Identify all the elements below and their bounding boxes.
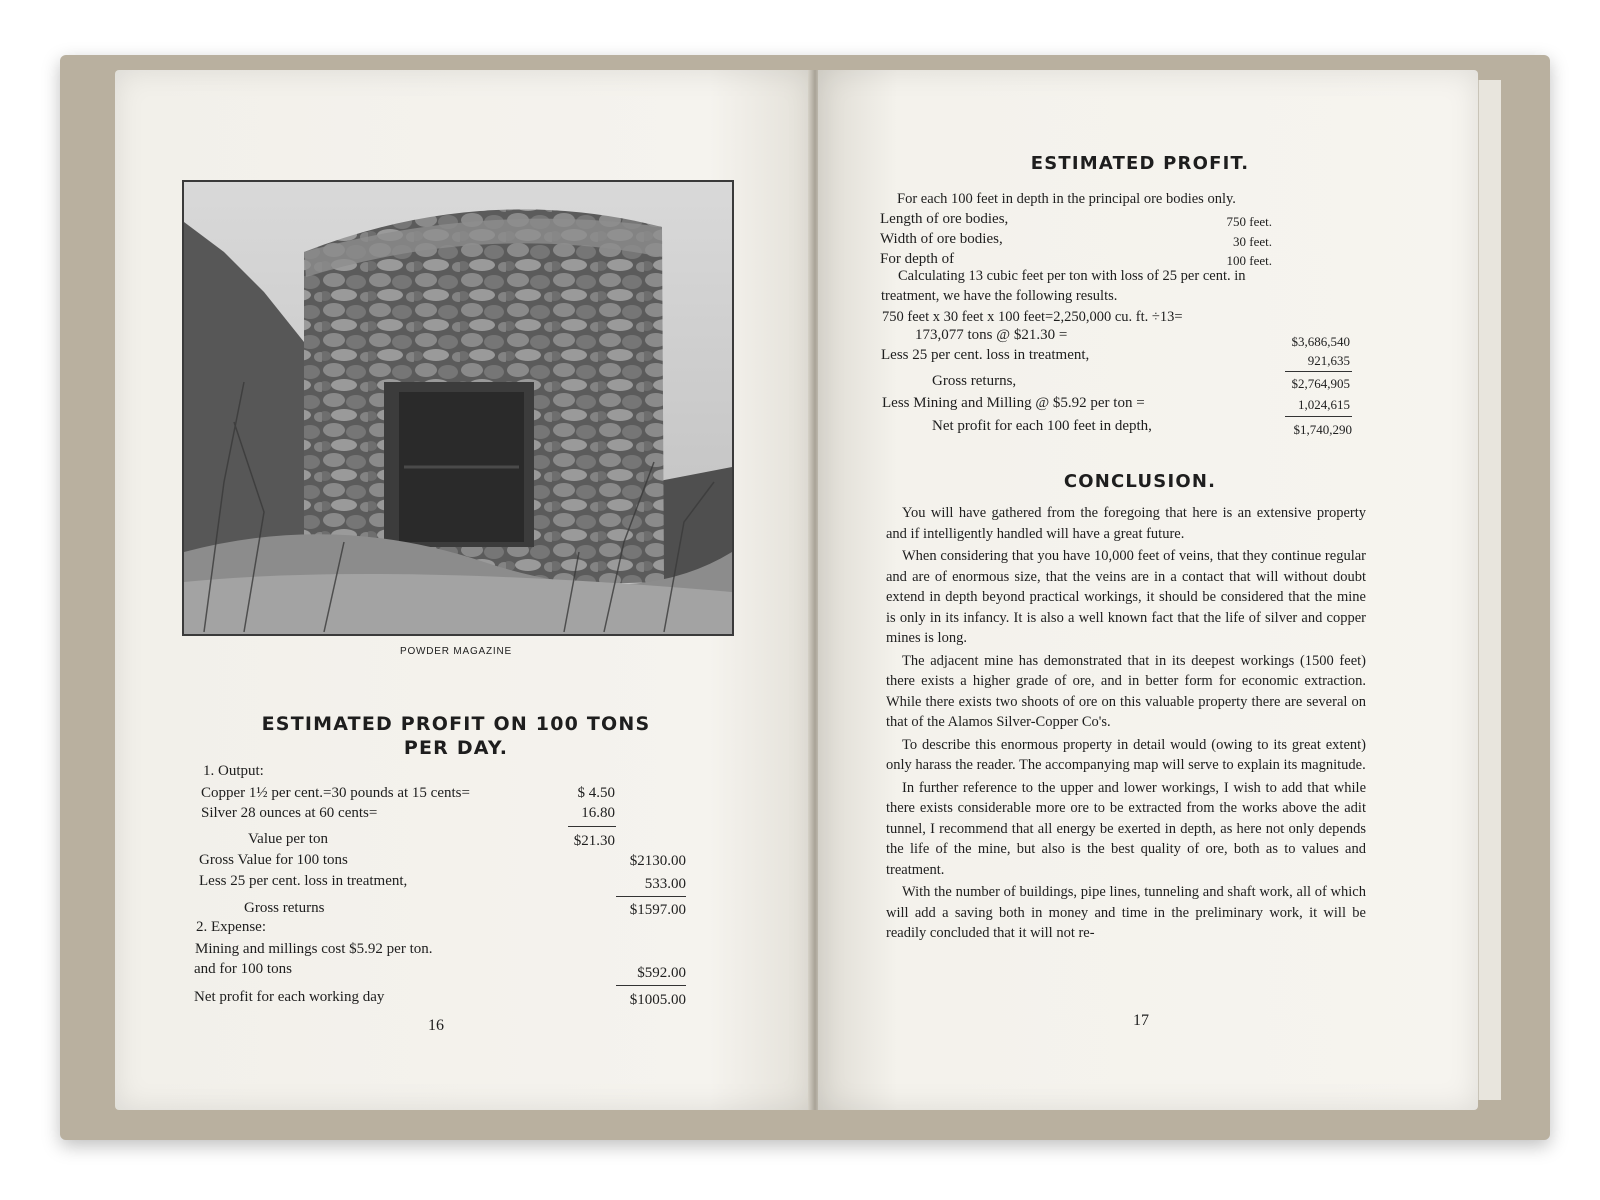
- width-label: Width of ore bodies,: [880, 231, 1003, 247]
- paragraph-4: To describe this enormous property in detail would (owing to its great extent) only harass the reader. The accompanying map will serve to explain its magnitude.: [886, 736, 1366, 773]
- subtotal-rule: [568, 826, 616, 827]
- paragraph-6: With the number of buildings, pipe lines, tunneling and shaft work, all of which will add a saving both in money and time in the preliminary work, it will be readily concluded that it will not re-: [886, 884, 1366, 941]
- right-total-rule: [1285, 416, 1352, 417]
- page-number-left: 16: [428, 1017, 444, 1034]
- paragraph-1: You will have gathered from the foregoing that here is an extensive property and if intelligently handled will have a great future.: [886, 505, 1366, 542]
- right-subtotal-rule: [1285, 371, 1352, 372]
- less-loss-value: 533.00: [644, 876, 686, 892]
- left-heading-line1: ESTIMATED PROFIT ON 100 TONS: [261, 713, 651, 735]
- calc-line2: treatment, we have the following results.: [881, 288, 1118, 304]
- folded-map-edge: [1478, 80, 1501, 1100]
- output-label: 1. Output:: [203, 763, 264, 779]
- paragraph-5: In further reference to the upper and lower workings, I wish to add that while there exists considerable more ore to be extracted from the works above the adit tunnel, I recommend that all energy be exerted in depth, as here not only depends the life of the mine, but also is the best quality of ore, both as to values and treatment.: [886, 779, 1366, 878]
- width-value: 30 feet.: [1233, 234, 1272, 249]
- left-heading-line2: PER DAY.: [403, 737, 509, 759]
- conclusion-text: [886, 503, 1366, 944]
- mining-value-right: 1,024,615: [1298, 397, 1350, 412]
- mining-label: Less Mining and Milling @ $5.92 per ton =: [882, 395, 1145, 411]
- gross-value: $2130.00: [629, 853, 686, 869]
- gross-value-right: $2,764,905: [1291, 376, 1350, 391]
- paragraph-2: When considering that you have 10,000 feet of veins, that they continue regular and are of enormous size, that the veins are in a contact that will without doubt extend in depth beyond practical workings, it should be considered that the mine is only in its infancy. It is also a well known fact that the life of silver and copper mines is long.: [886, 548, 1366, 646]
- gross-returns-value: $1597.00: [629, 902, 686, 918]
- expense-label: 2. Expense:: [196, 919, 266, 935]
- intro-line: For each 100 feet in depth in the principal ore bodies only.: [897, 191, 1236, 207]
- total-rule: [616, 896, 686, 897]
- net-rule: [616, 985, 686, 986]
- left-heading: [182, 712, 730, 760]
- mining-value: $592.00: [637, 965, 686, 981]
- loss-label: Less 25 per cent. loss in treatment,: [881, 347, 1090, 363]
- less-loss-label: Less 25 per cent. loss in treatment,: [199, 873, 408, 889]
- powder-magazine-photo: [182, 180, 734, 636]
- net-profit-value: $1005.00: [629, 992, 686, 1008]
- mining-line1: Mining and millings cost $5.92 per ton.: [195, 941, 433, 957]
- paragraph-3: The adjacent mine has demonstrated that in its deepest workings (1500 feet) there exists a higher grade of ore, and in better form for economic extraction. While there exists two shoots of ore on this valuable property there are several on that of the Alamos Silver-Copper Co's.: [886, 652, 1366, 730]
- depth-value: 100 feet.: [1226, 253, 1272, 268]
- value-per-ton: $21.30: [573, 833, 615, 849]
- page-number-right: 17: [1133, 1012, 1149, 1029]
- right-heading-estimated-profit: ESTIMATED PROFIT.: [1030, 153, 1250, 174]
- loss-value: 921,635: [1307, 353, 1350, 368]
- gross-label: Gross returns,: [932, 373, 1017, 389]
- silver-line: Silver 28 ounces at 60 cents=: [201, 805, 378, 821]
- formula-line: 750 feet x 30 feet x 100 feet=2,250,000 cu. ft. ÷13=: [882, 309, 1183, 325]
- gross-returns-label: Gross returns: [244, 900, 325, 916]
- mining-line2: and for 100 tons: [194, 961, 292, 977]
- copper-line: Copper 1½ per cent.=30 pounds at 15 cents=: [201, 785, 470, 801]
- right-heading-conclusion: CONCLUSION.: [1063, 471, 1217, 492]
- photo-caption: POWDER MAGAZINE: [399, 646, 512, 657]
- length-value: 750 feet.: [1226, 214, 1272, 229]
- net-value: $1,740,290: [1293, 422, 1352, 437]
- tons-line: 173,077 tons @ $21.30 =: [915, 327, 1068, 343]
- tons-value: $3,686,540: [1291, 334, 1350, 349]
- net-label: Net profit for each 100 feet in depth,: [932, 418, 1152, 434]
- gross-value-label: Gross Value for 100 tons: [199, 852, 348, 868]
- depth-label: For depth of: [880, 251, 955, 267]
- length-label: Length of ore bodies,: [880, 211, 1009, 227]
- silver-value: 16.80: [581, 805, 615, 821]
- copper-value: $ 4.50: [577, 785, 615, 801]
- net-profit-label: Net profit for each working day: [194, 989, 385, 1005]
- value-per-ton-label: Value per ton: [248, 831, 328, 847]
- calc-line1: Calculating 13 cubic feet per ton with loss of 25 per cent. in: [898, 268, 1246, 284]
